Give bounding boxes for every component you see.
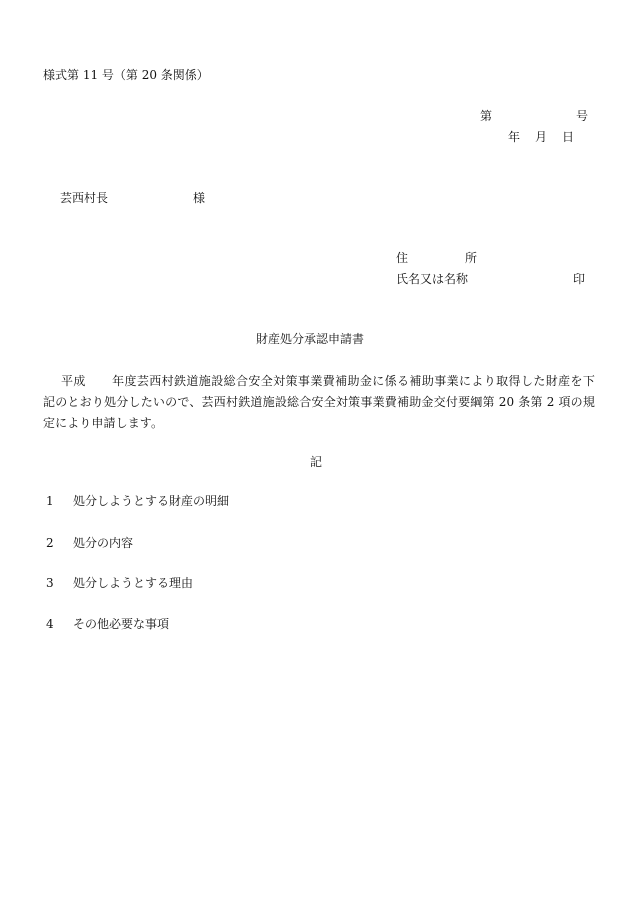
date-month: 月 <box>535 130 548 144</box>
item-number: 4 <box>46 617 54 631</box>
seal-mark: 印 <box>573 272 586 286</box>
date-year: 年 <box>508 130 521 144</box>
address-label-2: 所 <box>465 251 478 265</box>
item-number: 3 <box>46 576 54 590</box>
ki-heading: 記 <box>310 455 323 469</box>
item-text: 処分しようとする財産の明細 <box>73 494 230 508</box>
date-day: 日 <box>562 130 575 144</box>
document-number-dai: 第 <box>480 109 493 123</box>
item-text: 処分しようとする理由 <box>73 576 194 590</box>
item-text: その他必要な事項 <box>73 617 170 631</box>
name-label: 氏名又は名称 <box>396 272 469 286</box>
item-number: 1 <box>46 494 54 508</box>
addressee-name: 芸西村長 <box>60 191 109 205</box>
document-number-go: 号 <box>576 109 589 123</box>
page-title: 財産処分承認申請書 <box>256 332 365 346</box>
form-number: 様式第 11 号（第 20 条関係） <box>43 68 209 82</box>
item-text: 処分の内容 <box>73 536 134 550</box>
body-paragraph <box>43 371 595 434</box>
addressee-honorific: 様 <box>193 191 206 205</box>
item-number: 2 <box>46 536 54 550</box>
address-label-1: 住 <box>396 251 409 265</box>
body-era: 平成 <box>61 374 86 388</box>
body-text: 年度芸西村鉄道施設総合安全対策事業費補助金に係る補助事業により取得した財産を下記のとおり処分したいので、芸西村鉄道施設総合安全対策事業費補助金交付要綱第 20 条第 2 項の規定により申請します。 <box>43 374 595 430</box>
